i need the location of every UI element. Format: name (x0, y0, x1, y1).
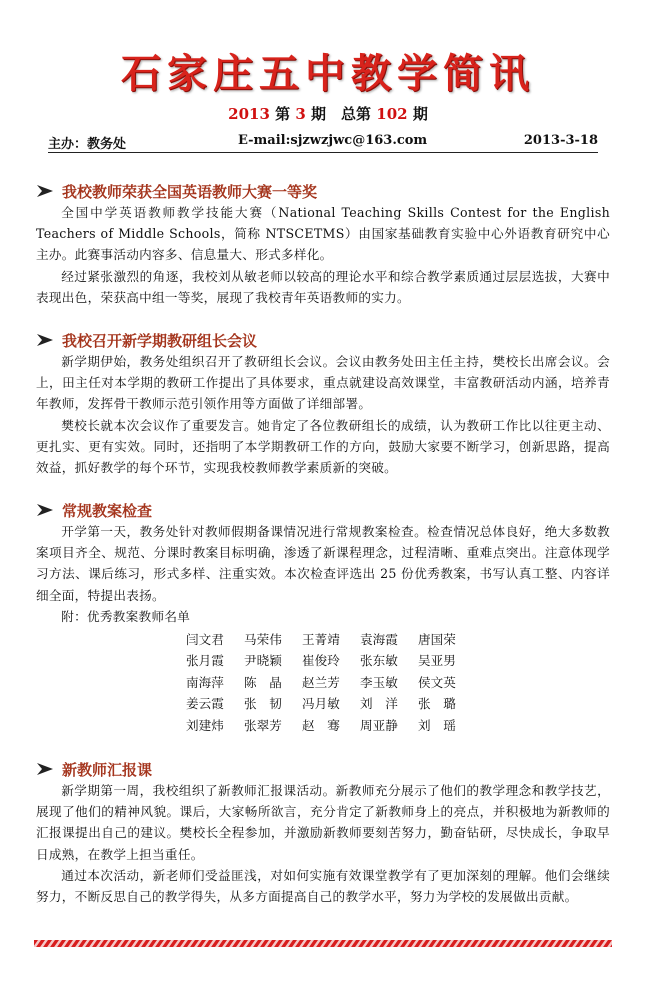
arrow-bullet-icon (36, 333, 54, 347)
teacher-name: 南海萍 (186, 674, 224, 690)
arrow-bullet-icon (36, 503, 54, 517)
teacher-name: 刘 瑶 (418, 717, 456, 733)
masthead-title: 石家庄五中教学简讯 (121, 50, 535, 97)
paragraph: 全国中学英语教师教学技能大赛（National Teaching Skills Contest for the English Teachers of Middle Schools，简称 NTSCETMS）由国家基础教育实验中心外语教育研究中心主办。此赛事活动内容多、信息量大、形式多样化。 (36, 205, 610, 263)
teacher-name: 袁海霞 (360, 632, 398, 648)
section-title: 新教师汇报课 (62, 760, 153, 779)
arrow-bullet-icon (36, 184, 54, 198)
teacher-name: 陈 晶 (244, 674, 282, 690)
teacher-name: 刘 洋 (360, 696, 398, 712)
teacher-name: 李玉敏 (360, 674, 398, 690)
teacher-name: 张 璐 (418, 696, 456, 712)
teacher-name: 张 韧 (244, 696, 282, 712)
issue-date: 2013-3-18 (523, 133, 598, 148)
section-heading (36, 180, 610, 202)
teacher-name: 冯月敏 (302, 696, 340, 712)
teacher-name-list (186, 629, 610, 736)
section-new-teacher-lessons (36, 758, 610, 907)
issue-number: 3 (295, 105, 306, 123)
name-row (186, 650, 610, 671)
name-row (186, 693, 610, 714)
issue-total: 102 (376, 105, 408, 123)
section-lesson-plan-check (36, 499, 610, 736)
section-teaching-meeting (36, 329, 610, 478)
teacher-name: 侯文英 (418, 674, 456, 690)
teacher-name: 赵兰芳 (302, 674, 340, 690)
teacher-name: 姜云霞 (186, 696, 224, 712)
paragraph: 经过紧张激烈的角逐，我校刘从敏老师以较高的理论水平和综合教学素质通过层层选拔，大赛中表现出色，荣获高中组一等奖，展现了我校青年英语教师的实力。 (36, 268, 610, 305)
name-row (186, 629, 610, 650)
issue-year: 2013 (228, 105, 270, 123)
section-heading (36, 758, 610, 780)
teacher-name: 尹晓颖 (244, 653, 282, 669)
teacher-name: 赵 骞 (302, 717, 340, 733)
paragraph: 新学期伊始，教务处组织召开了教研组长会议。会议由教务处田主任主持，樊校长出席会议。会上，田主任对本学期的教研工作提出了具体要求，重点就建设高效课堂，丰富教研活动内涵，培养青年教师，发挥骨干教师示范引领作用等方面做了详细部署。 (36, 354, 610, 412)
email-address: E-mail:sjzwzjwc@163.com (238, 133, 428, 148)
name-row (186, 715, 610, 736)
teacher-name: 刘建炜 (186, 717, 224, 733)
section-title: 常规教案检查 (62, 501, 153, 520)
info-bar (48, 133, 598, 151)
section-title: 我校教师荣获全国英语教师大赛一等奖 (62, 182, 318, 201)
teacher-name: 周亚静 (360, 717, 398, 733)
issue-text-3: 期 (412, 105, 428, 123)
teacher-name: 王菁靖 (302, 632, 340, 648)
arrow-bullet-icon (36, 762, 54, 776)
issue-text-1: 第 (275, 105, 291, 123)
teacher-name: 张翠芳 (244, 717, 282, 733)
issue-text-2: 期 总第 (311, 105, 372, 123)
issue-line (0, 103, 656, 124)
paragraph: 通过本次活动，新老师们受益匪浅，对如何实施有效课堂教学有了更加深刻的理解。他们会继续努力，不断反思自己的教学得失，从多方面提高自己的教学水平，努力为学校的发展做出贡献。 (36, 867, 610, 905)
header-rule (48, 152, 598, 153)
host-label: 主办：教务处 (48, 137, 127, 152)
teacher-name: 马荣伟 (244, 632, 282, 648)
footer-decorative-band (34, 940, 612, 947)
paragraph: 开学第一天，教务处针对教师假期备课情况进行常规教案检查。检查情况总体良好，绝大多数教案项目齐全、规范、分课时教案目标明确，渗透了新课程理念，过程清晰、重难点突出。注意体现学习方法、课后练习，形式多样、注重实效。本次检查评选出 25 份优秀教案，书写认真工整、内容详细全面，特提出表扬。 (36, 524, 610, 603)
section-title: 我校召开新学期教研组长会议 (62, 331, 258, 350)
teacher-name: 张东敏 (360, 653, 398, 669)
name-row (186, 672, 610, 693)
paragraph: 新学期第一周，我校组织了新教师汇报课活动。新教师充分展示了他们的教学理念和教学技艺，展现了他们的精神风貌。课后，大家畅所欲言，充分肯定了新教师身上的亮点，并积极地为新教师的汇报课提出自己的建议。樊校长全程参加，并激励新教师要刻苦努力，勤奋钻研，尽快成长，争取早日成熟，在教学上担当重任。 (36, 783, 610, 862)
appendix-label: 附：优秀教案教师名单 (61, 608, 191, 624)
section-heading (36, 329, 610, 351)
teacher-name: 唐国荣 (418, 632, 456, 648)
teacher-name: 吴亚男 (418, 653, 456, 669)
teacher-name: 张月霞 (186, 653, 224, 669)
section-english-contest (36, 180, 610, 308)
teacher-name: 闫文君 (186, 632, 224, 648)
section-heading (36, 499, 610, 521)
teacher-name: 崔俊玲 (302, 653, 340, 669)
paragraph: 樊校长就本次会议作了重要发言。她肯定了各位教研组长的成绩，认为教研工作比以往更主动、更扎实、更有实效。同时，还指明了本学期教研工作的方向，鼓励大家要不断学习，创新思路，提高效益，抓好教学的每个环节，实现我校教师教学素质新的突破。 (36, 417, 610, 476)
